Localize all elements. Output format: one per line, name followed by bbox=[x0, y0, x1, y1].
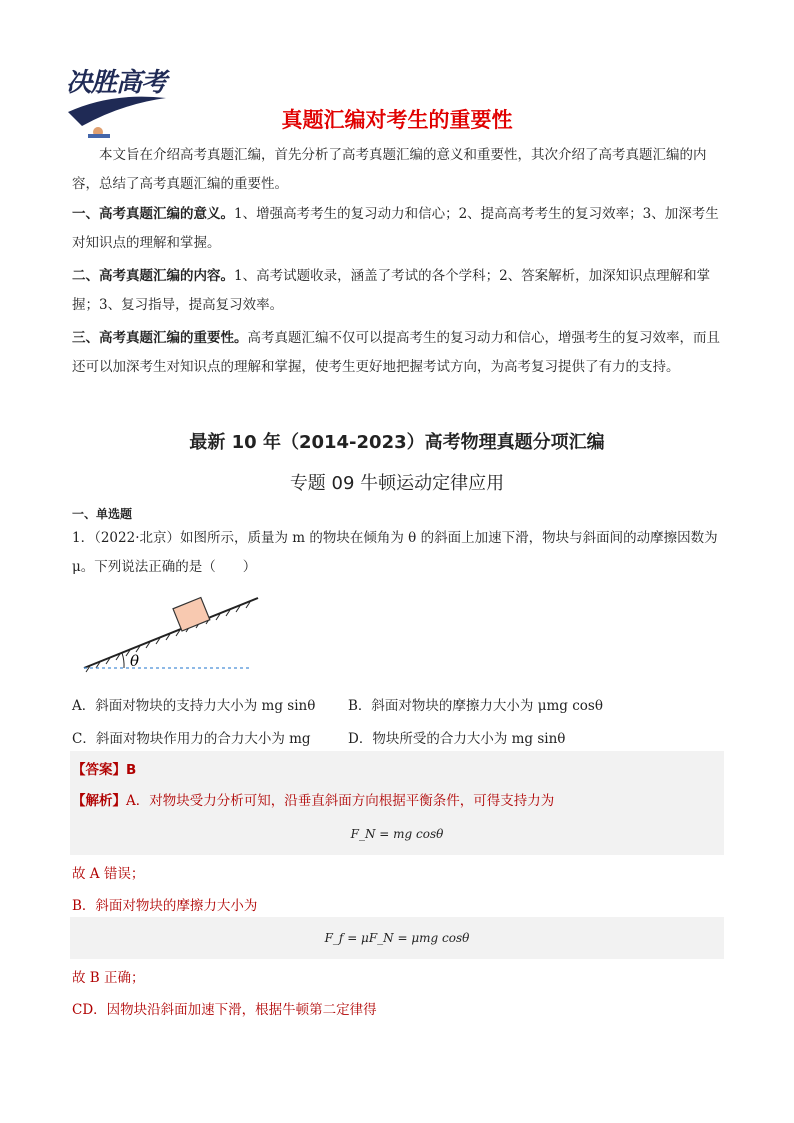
cd-line: CD．因物块沿斜面加速下滑，根据牛顿第二定律得 bbox=[72, 1002, 377, 1018]
question-text: 1．（2022·北京）如图所示，质量为 m 的物块在倾角为 θ 的斜面上加速下滑，物块与斜面间的动摩擦因数为 μ。下列说法正确的是（ ） bbox=[72, 530, 718, 575]
option-a: A．斜面对物块的支持力大小为 mg sinθ bbox=[72, 698, 316, 714]
incline-hatching bbox=[86, 602, 250, 672]
point-2-text: 1、高考试题收录，涵盖了考试的各个学科；2、答案解析，加深知识点理解和掌握；3、复习指导，提高复习效率。 bbox=[72, 268, 711, 313]
main-title: 真题汇编对考生的重要性 bbox=[281, 108, 513, 132]
logo-text: 决胜高考 bbox=[66, 68, 167, 98]
point-1-lead: 一、高考真题汇编的意义。 bbox=[72, 206, 234, 222]
point-1-text: 1、增强高考考生的复习动力和信心；2、提高高考考生的复习效率；3、加深考生对知识点的理解和掌握。 bbox=[72, 206, 719, 251]
analysis-label: 【解析】 bbox=[72, 793, 126, 809]
angle-arc bbox=[122, 653, 124, 668]
b-line: B．斜面对物块的摩擦力大小为 bbox=[72, 898, 258, 914]
point-3 bbox=[72, 324, 724, 382]
point-3-lead: 三、高考真题汇编的重要性。 bbox=[72, 330, 248, 346]
option-b: B．斜面对物块的摩擦力大小为 μmg cosθ bbox=[348, 698, 603, 714]
section-heading: 一、单选题 bbox=[72, 507, 133, 521]
block bbox=[173, 598, 210, 631]
intro-paragraph: 本文旨在介绍高考真题汇编，首先分析了高考真题汇编的意义和重要性，其次介绍了高考真题汇编的内容，总结了高考真题汇编的重要性。 bbox=[72, 147, 707, 192]
formula-2: F_f = μF_N = μmg cosθ bbox=[70, 917, 724, 959]
analysis-line bbox=[72, 789, 554, 809]
incline-diagram bbox=[80, 590, 270, 682]
point-1 bbox=[72, 200, 724, 258]
option-c: C．斜面对物块作用力的合力大小为 mg bbox=[72, 731, 311, 747]
point-3-text: 高考真题汇编不仅可以提高考生的复习动力和信心，增强考生的复习效率，而且还可以加深考生对知识点的理解和掌握，使考生更好地把握考试方向，为高考复习提供了有力的支持。 bbox=[72, 330, 720, 375]
formula-1: F_N = mg cosθ bbox=[70, 813, 724, 855]
point-2-lead: 二、高考真题汇编的内容。 bbox=[72, 268, 234, 284]
subtitle-topic: 专题 09 牛顿运动定律应用 bbox=[289, 473, 505, 494]
subtitle-main: 最新 10 年（2014-2023）高考物理真题分项汇编 bbox=[189, 432, 605, 453]
answer-label: 【答案】B bbox=[72, 762, 137, 778]
option-d: D．物块所受的合力大小为 mg sinθ bbox=[348, 731, 566, 747]
a-wrong: 故 A 错误； bbox=[72, 866, 145, 882]
b-correct: 故 B 正确； bbox=[72, 970, 145, 986]
analysis-a: A．对物块受力分析可知，沿垂直斜面方向根据平衡条件，可得支持力为 bbox=[126, 793, 555, 809]
point-2 bbox=[72, 262, 724, 320]
incline-surface bbox=[84, 598, 258, 668]
angle-label: θ bbox=[130, 652, 140, 670]
